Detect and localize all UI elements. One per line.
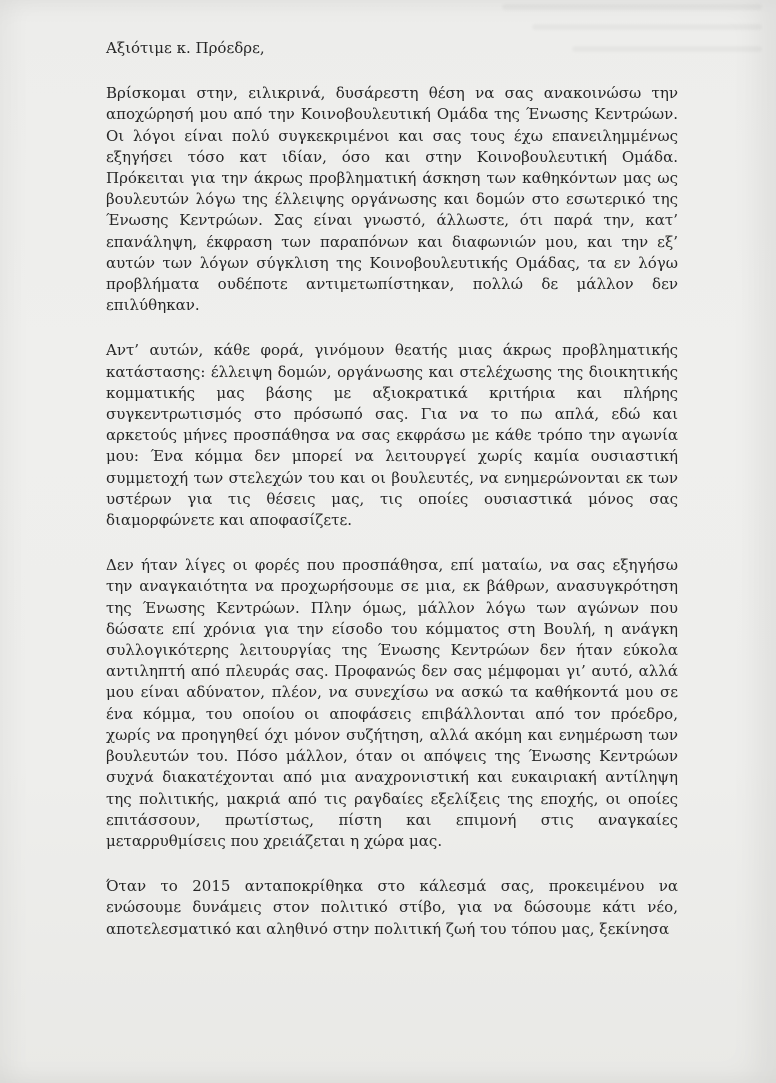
salutation: Αξιότιμε κ. Πρόεδρε,: [106, 39, 265, 57]
letter-body: [106, 20, 678, 940]
show-through-line: [502, 4, 762, 10]
paragraph: Δεν ήταν λίγες οι φορές που προσπάθησα, επί ματαίω, να σας εξηγήσω την αναγκαιότητα να προχωρήσουμε σε μια, εκ βάθρων, ανασυγκρότηση της Ένωσης Κεντρώων. Πλην όμως, μάλλον λόγω των αγώνων που δώσατε επί χρόνια για την είσοδο του κόμματος στη Βουλή, η ανάγκη συλλογικότερης λειτουργίας της Ένωσης Κεντρώων δεν ήταν εύκολα αντιληπτή από πλευράς σας. Προφανώς δεν σας μέμφομαι γι’ αυτό, αλλά μου είναι αδύνατον, πλέον, να συνεχίσω να ασκώ τα καθήκοντά μου σε ένα κόμμα, του οποίου οι αποφάσεις επιβάλλονται από τον πρόεδρο, χωρίς να προηγηθεί όχι μόνον συζήτηση, αλλά ακόμη και ενημέρωση των βουλευτών του. Πόσο μάλλον, όταν οι απόψεις της Ένωσης Κεντρώων συχνά διακατέχονται από μια αναχρονιστική και ευκαιριακή αντίληψη της πολιτικής, μακριά από τις ραγδαίες εξελίξεις της εποχής, οι οποίες επιτάσσουν, πρωτίστως, πίστη και επιμονή στις αναγκαίες μεταρρυθμίσεις που χρειάζεται η χώρα μας.: [106, 556, 678, 850]
paragraph: Βρίσκομαι στην, ειλικρινά, δυσάρεστη θέση να σας ανακοινώσω την αποχώρησή μου από την Κοινοβουλευτική Ομάδα της Ένωσης Κεντρώων. Οι λόγοι είναι πολύ συγκεκριμένοι και σας τους έχω επανειλημμένως εξηγήσει τόσο κατ ιδίαν, όσο και στην Κοινοβουλευτική Ομάδα. Πρόκειται για την άκρως προβληματική άσκηση των καθηκόντων μας ως βουλευτών λόγω της έλλειψης οργάνωσης και δομών στο εσωτερικό της Ένωσης Κεντρώων. Σας είναι γνωστό, άλλωστε, ότι παρά την, κατ’ επανάληψη, έκφραση των παραπόνων και διαφωνιών μου, και την εξ’ αυτών των λόγων σύγκλιση της Κοινοβουλευτικής Ομάδας, τα εν λόγω προβλήματα ουδέποτε αντιμετωπίστηκαν, πολλώ δε μάλλον δεν επιλύθηκαν.: [106, 84, 678, 315]
paragraph: Αντ’ αυτών, κάθε φορά, γινόμουν θεατής μιας άκρως προβληματικής κατάστασης: έλλειψη δομών, οργάνωσης και στελέχωσης της διοικητικής κομματικής μας βάσης με αξιοκρατικά κριτήρια και πλήρης συγκεντρωτισμός στο πρόσωπό σας. Για να το πω απλά, εδώ και αρκετούς μήνες προσπάθησα να σας εκφράσω με κάθε τρόπο την αγωνία μου: Ένα κόμμα δεν μπορεί να λειτουργεί χωρίς καμία ουσιαστική συμμετοχή των στελεχών του και οι βουλευτές, να ενημερώνονται εκ των υστέρων για τις θέσεις μας, τις οποίες ουσιαστικά μόνος σας διαμορφώνετε και αποφασίζετε.: [106, 341, 678, 530]
paragraph: Όταν το 2015 ανταποκρίθηκα στο κάλεσμά σας, προκειμένου να ενώσουμε δυνάμεις στον πολιτικό στίβο, για να δώσουμε κάτι νέο, αποτελεσματικό και αληθινό στην πολιτική ζωή του τόπου μας, ξεκίνησα: [106, 877, 678, 938]
